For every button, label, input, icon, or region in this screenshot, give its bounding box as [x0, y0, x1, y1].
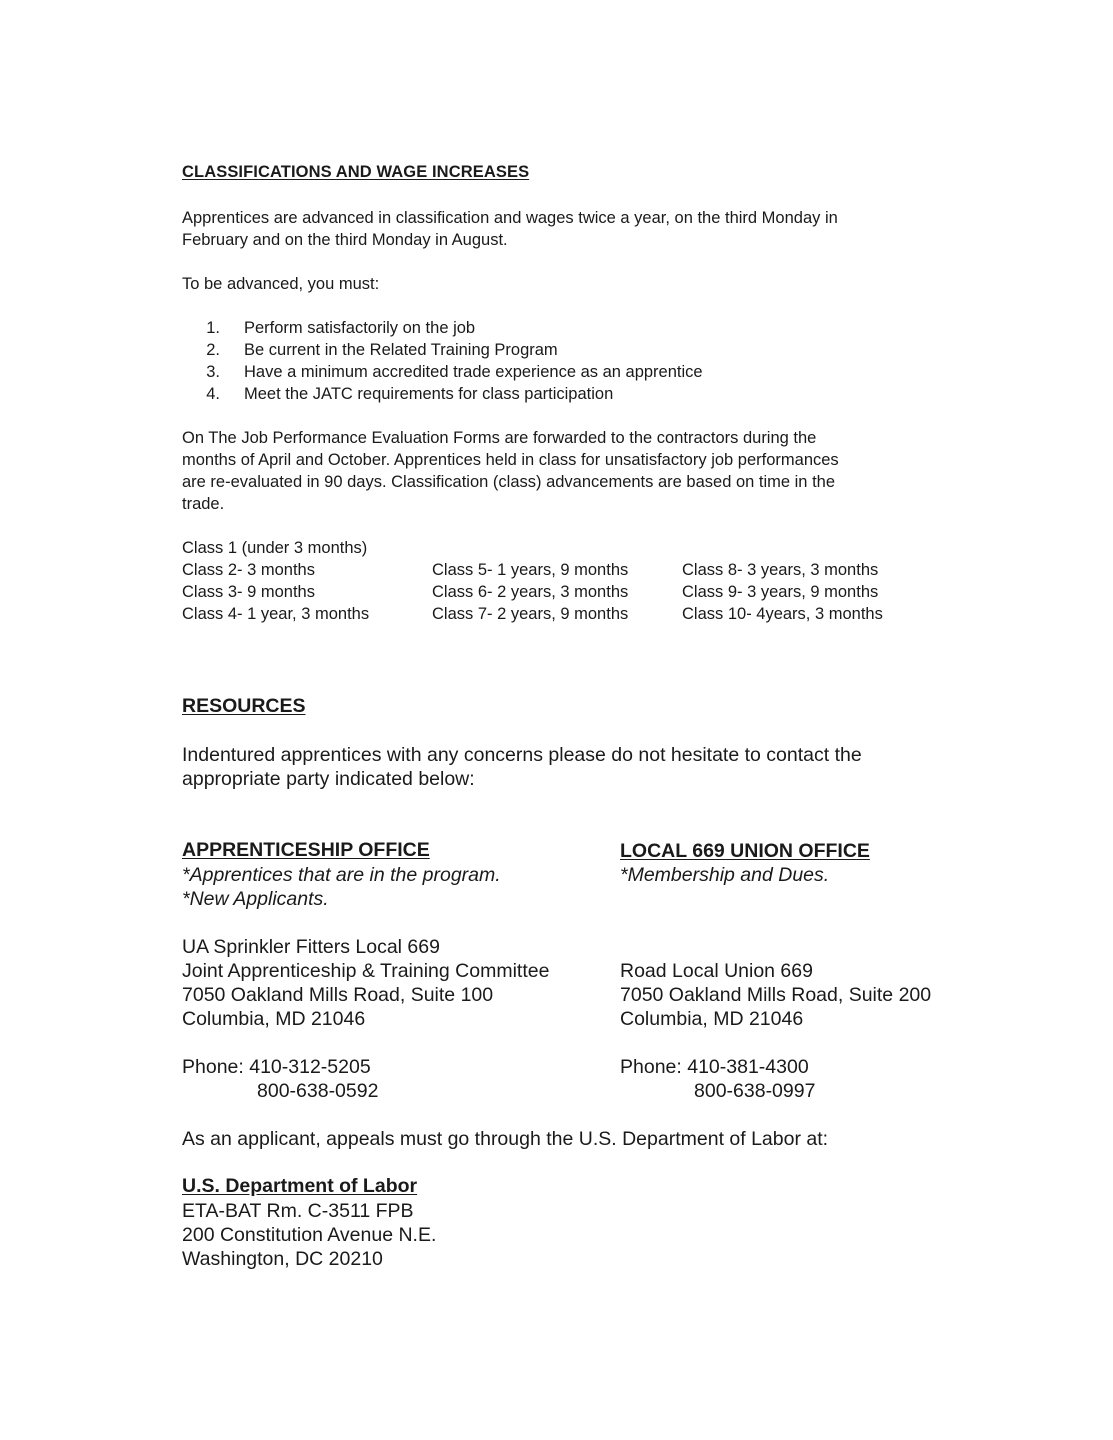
classifications-intro — [182, 207, 838, 251]
list-text: Have a minimum accredited trade experience as an apprentice — [244, 363, 703, 381]
list-number: 2. — [206, 341, 220, 359]
union-office-phone-alt: 800-638-0997 — [694, 1080, 816, 1102]
class-entry: Class 4- 1 year, 3 months — [182, 605, 370, 623]
class-entry: Class 5- 1 years, 9 months — [432, 561, 629, 579]
apprenticeship-office-phone-alt: 800-638-0592 — [257, 1080, 379, 1102]
evaluation-paragraph — [182, 427, 839, 515]
list-number: 3. — [206, 363, 220, 381]
class-entry: Class 6- 2 years, 3 months — [432, 583, 629, 601]
list-number: 4. — [206, 385, 220, 403]
class-column-2 — [432, 559, 628, 625]
apprenticeship-office-address — [182, 935, 549, 1031]
intro-line: February and on the third Monday in August. — [182, 231, 508, 249]
class-entry: Class 9- 3 years, 9 months — [682, 583, 879, 601]
class-column-1 — [182, 537, 369, 625]
evaluation-line: trade. — [182, 495, 225, 513]
list-number: 1. — [206, 319, 220, 337]
list-item — [182, 339, 703, 361]
union-office-notes — [620, 863, 829, 887]
office-note: *New Applicants. — [182, 888, 329, 910]
list-item — [182, 361, 703, 383]
resources-intro-line: Indentured apprentices with any concerns please do not hesitate to contact the — [182, 744, 862, 766]
address-line: ETA-BAT Rm. C-3511 FPB — [182, 1200, 414, 1222]
address-line: UA Sprinkler Fitters Local 669 — [182, 936, 440, 958]
class-entry: Class 8- 3 years, 3 months — [682, 561, 879, 579]
list-text: Be current in the Related Training Program — [244, 341, 558, 359]
address-line: 7050 Oakland Mills Road, Suite 100 — [182, 984, 494, 1006]
appeals-text: As an applicant, appeals must go through the U.S. Department of Labor at: — [182, 1128, 829, 1150]
apprenticeship-office-heading: APPRENTICESHIP OFFICE — [182, 839, 430, 861]
class-entry: Class 10- 4years, 3 months — [682, 605, 883, 623]
union-office-heading: LOCAL 669 UNION OFFICE — [620, 840, 870, 862]
address-line: 200 Constitution Avenue N.E. — [182, 1224, 437, 1246]
list-item — [182, 317, 703, 339]
dol-heading: U.S. Department of Labor — [182, 1175, 418, 1197]
office-note: *Membership and Dues. — [620, 864, 830, 886]
dol-address — [182, 1199, 436, 1271]
classifications-heading: CLASSIFICATIONS AND WAGE INCREASES — [182, 163, 530, 181]
evaluation-line: months of April and October. Apprentices held in class for unsatisfactory job performances — [182, 451, 839, 469]
intro-line: Apprentices are advanced in classification and wages twice a year, on the third Monday in — [182, 209, 838, 227]
address-line: Road Local Union 669 — [620, 960, 813, 982]
union-office-phone: Phone: 410-381-4300 — [620, 1056, 809, 1078]
list-item — [182, 383, 703, 405]
advance-prompt: To be advanced, you must: — [182, 275, 380, 293]
address-line: Joint Apprenticeship & Training Committee — [182, 960, 550, 982]
address-line: 7050 Oakland Mills Road, Suite 200 — [620, 984, 932, 1006]
evaluation-line: On The Job Performance Evaluation Forms are forwarded to the contractors during the — [182, 429, 817, 447]
apprenticeship-office-notes — [182, 863, 501, 911]
class-entry: Class 1 (under 3 months) — [182, 539, 368, 557]
list-text: Meet the JATC requirements for class participation — [244, 385, 614, 403]
resources-heading: RESOURCES — [182, 695, 306, 717]
requirements-list — [182, 317, 703, 405]
apprenticeship-office-phone: Phone: 410-312-5205 — [182, 1056, 371, 1078]
list-text: Perform satisfactorily on the job — [244, 319, 476, 337]
office-note: *Apprentices that are in the program. — [182, 864, 501, 886]
class-entry: Class 7- 2 years, 9 months — [432, 605, 629, 623]
resources-intro — [182, 743, 862, 791]
class-entry: Class 3- 9 months — [182, 583, 315, 601]
address-line: Columbia, MD 21046 — [182, 1008, 366, 1030]
class-entry: Class 2- 3 months — [182, 561, 315, 579]
union-office-address — [620, 959, 931, 1031]
evaluation-line: are re-evaluated in 90 days. Classification (class) advancements are based on time in the — [182, 473, 836, 491]
resources-intro-line: appropriate party indicated below: — [182, 768, 475, 790]
class-column-3 — [682, 559, 883, 625]
address-line: Columbia, MD 21046 — [620, 1008, 804, 1030]
address-line: Washington, DC 20210 — [182, 1248, 383, 1270]
